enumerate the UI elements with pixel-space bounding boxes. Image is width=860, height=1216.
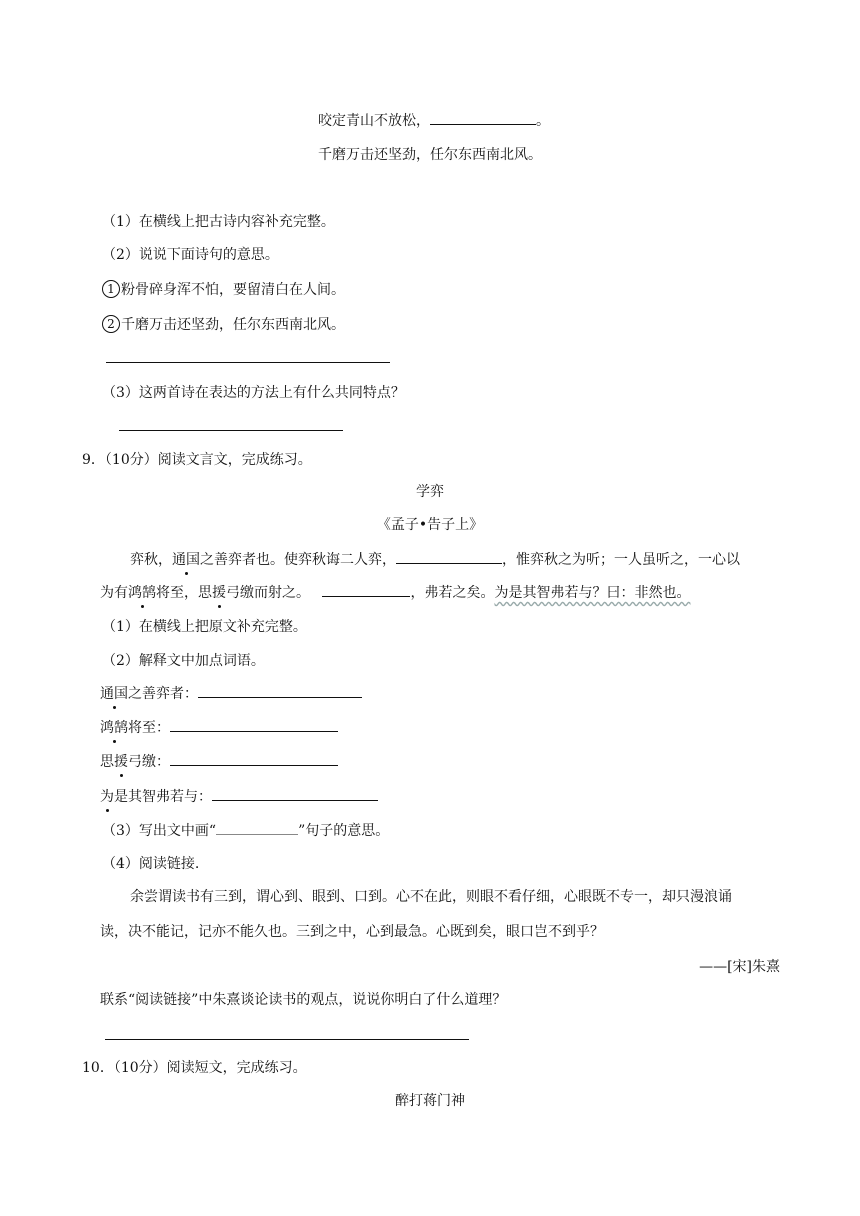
word-answer-blank-3[interactable] <box>170 751 338 766</box>
q9-passage-line-2 <box>100 582 690 603</box>
link-paragraph-line-2: 读，决不能记，记亦不能久也。三到之中，心到最急。心既到矣，眼口岂不到乎？ <box>100 924 604 940</box>
passage-blank-2[interactable] <box>322 582 410 597</box>
passage-text: ，弗若之矣。 <box>410 585 495 601</box>
q8-item-1-text: 粉骨碎身浑不怕，要留清白在人间。 <box>121 282 345 298</box>
passage-text: 之善弈者也。使弈秋诲二人弈， <box>200 552 396 568</box>
word-label: 之善弈者： <box>128 686 198 702</box>
word-label: 思 <box>100 754 114 770</box>
poem-blank[interactable] <box>430 110 536 125</box>
q10-header: 10．（10分）阅读短文，完成练习。 <box>82 1060 307 1076</box>
q9-sub4: （4）阅读链接. <box>102 856 200 872</box>
attribution: ——[宋]朱熹 <box>699 959 780 975</box>
dotted-word: 为 <box>100 789 114 805</box>
q8-answer-line-2[interactable] <box>106 362 390 363</box>
word-label: 将至： <box>128 720 170 736</box>
word-answer-blank-1[interactable] <box>198 683 362 698</box>
passage-text: 为有 <box>100 585 128 601</box>
sub3-text: （3）写出文中画“ <box>102 823 217 839</box>
q9-word-1 <box>100 683 362 704</box>
q10-title: 醉打蒋门神 <box>395 1093 465 1109</box>
q8-item-2-text: 千磨万击还坚劲，任尔东西南北风。 <box>121 317 345 333</box>
q8-sub3: （3）这两首诗在表达的方法上有什么共同特点？ <box>102 385 405 401</box>
circled-number-2: 2 <box>102 315 120 333</box>
q9-word-3 <box>100 751 338 772</box>
wavy-underlined-sentence: 为是其智弗若与？曰：非然也。 <box>494 585 691 601</box>
dotted-word: 通国 <box>100 686 128 702</box>
q9-answer-line[interactable] <box>105 1039 469 1040</box>
q9-word-2 <box>100 717 338 738</box>
q9-source: 《孟子•告子上》 <box>376 517 484 533</box>
dotted-word-yuan: 援 <box>212 585 226 601</box>
passage-text: ，惟弈秋之为听；一人虽听之，一心以 <box>502 552 740 568</box>
passage-text: 弈秋， <box>130 552 172 568</box>
q8-sub1: （1）在横线上把古诗内容补充完整。 <box>102 214 335 230</box>
q9-sub1: （1）在横线上把原文补充完整。 <box>102 619 307 635</box>
word-label: 弓缴： <box>128 754 170 770</box>
sub3-underline-marker <box>216 820 298 835</box>
poem-line-2: 千磨万击还坚劲，任尔东西南北风。 <box>318 147 542 163</box>
q9-passage-line-1 <box>130 549 740 570</box>
q9-word-4 <box>100 786 378 807</box>
q8-item-1 <box>102 280 345 300</box>
word-answer-blank-4[interactable] <box>212 786 378 801</box>
passage-blank-1[interactable] <box>396 549 502 564</box>
q9-header: 9．（10分）阅读文言文，完成练习。 <box>82 452 312 468</box>
q9-sub3 <box>102 820 389 841</box>
word-label: 是其智弗若与： <box>114 789 212 805</box>
passage-text: 将至，思 <box>156 585 212 601</box>
dotted-word-honghu: 鸿鹄 <box>128 585 156 601</box>
dotted-word: 鸿鹄 <box>100 720 128 736</box>
link-paragraph-line-1: 余尝谓读书有三到，谓心到、眼到、口到。心不在此，则眼不看仔细，心眼既不专一，却只漫浪诵 <box>130 889 732 905</box>
dotted-word-tongguo: 通国 <box>172 552 200 568</box>
q9-reflection-question: 联系“阅读链接”中朱熹谈论读书的观点，说说你明白了什么道理？ <box>100 992 507 1008</box>
passage-text: 弓缴而射之。 <box>226 585 310 601</box>
dotted-word: 援 <box>114 754 128 770</box>
q9-title: 学弈 <box>416 484 444 500</box>
q8-sub2: （2）说说下面诗句的意思。 <box>102 247 279 263</box>
poem-line-1-end: 。 <box>536 113 550 129</box>
q9-sub2: （2）解释文中加点词语。 <box>102 653 265 669</box>
poem-line-1 <box>318 110 550 131</box>
sub3-text: ”句子的意思。 <box>298 823 390 839</box>
poem-line-1-text: 咬定青山不放松， <box>318 113 430 129</box>
word-answer-blank-2[interactable] <box>170 717 338 732</box>
circled-number-1: 1 <box>102 280 120 298</box>
q8-item-2 <box>102 315 345 335</box>
q8-answer-line-3[interactable] <box>119 430 343 431</box>
